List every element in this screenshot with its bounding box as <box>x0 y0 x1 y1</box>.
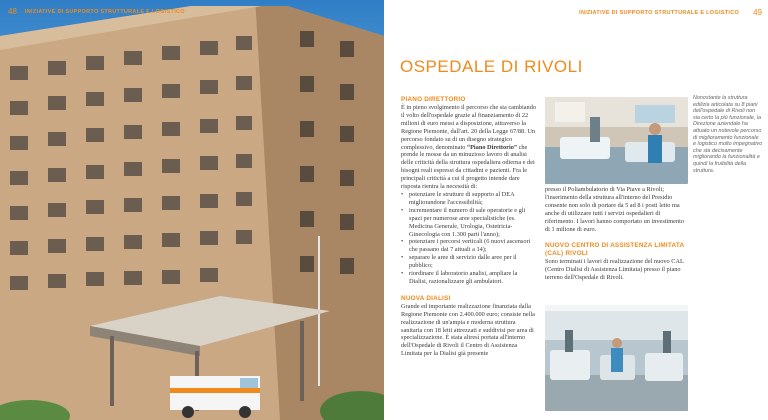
dialysis-ward-photo <box>545 305 688 411</box>
list-item: • potenziare le strutture di supporto al DEA migliorandone l'accessibilità; <box>401 191 537 207</box>
sidebar-note: Nonostante la struttura edilizia articolata su 8 piani dell'ospedale di Rivoli non sia certo la più funzionale, la Direzione aziendale ha attuato un notevole percorso di miglioramento funzionale e logistico molto impegnativo che sta decisamente migliorando la funzionalità e quindi la fruibilità della struttura. <box>693 95 763 174</box>
right-page-header <box>579 8 762 17</box>
list-item: • incrementare il numero di sale operatorie e gli spazi per numerose aree specialistiche (es. Medicina Generale, Urologia, Ostetricia-Ginecologia con 1.300 parti l'anno); <box>401 207 537 239</box>
section-paragraph-piano-direttorio <box>401 104 537 191</box>
list-item: • riordinare il laboratorio analisi, ampliare la Dialisi, razionalizzare gli ambulatori. <box>401 270 537 286</box>
section-paragraph-nuova-dialisi: Grande ed importante realizzazione finanziata dalla Regione Piemonte con 2.400.000 euro; consiste nella realizzazione di un'ampia e moderna struttura sanitaria con 18 letti attrezzati e suddivisi per area di specializzazione. È stata altresì portata all'interno dell'Ospedale di Rivoli il Centro di Assistenza Limitata per la Dialisi già presente <box>401 302 535 358</box>
section-heading-piano-direttorio: PIANO DIRETTORIO <box>401 96 466 103</box>
page-title: OSPEDALE DI RIVOLI <box>400 57 583 76</box>
page-number: 49 <box>753 8 762 17</box>
paragraph-bold-text: “Piano Direttorio” <box>466 143 518 151</box>
list-item: • separare le aree di servizio dalle aree per il pubblico; <box>401 254 537 270</box>
paragraph-text: È in pieno svolgimento il percorso che sta cambiando il volto dell'ospedale grazie al finanziamento di 22 milioni di euro messi a disposizione, attraverso la Regione Piemonte, dall'art. 20 della Legge 67/88. Un percorso fondato su di un disegno strategico complessivo, denominato <box>401 104 536 151</box>
left-page-header <box>8 7 185 16</box>
running-head: INIZIATIVE DI SUPPORTO STRUTTURALE E LOGISTICO <box>579 9 740 16</box>
text-column-1 <box>401 96 537 358</box>
paragraph-text-end: che prende le mosse da un minuzioso lavoro di analisi delle criticità della struttura ospedaliera odierna e dei bisogni reali espressi da cittadini e pazienti. Fra le principali criticità a cui il progetto intende dare risposta rientra la necessità di: <box>401 143 535 191</box>
text-column-2 <box>545 186 690 282</box>
continuation-paragraph: presso il Poliambulatorio di Via Piave a Rivoli; l'inserimento della struttura all'interno del Presidio consente non solo di portare da 5 ad 8 i posti letto ma anche di utilizzare tutti i servizi ospedalieri di riferimento. I lavori hanno comportato un investimento di 1 milione di euro. <box>545 186 685 233</box>
running-head: INIZIATIVE DI SUPPORTO STRUTTURALE E LOGISTICO <box>24 8 185 15</box>
page-number: 48 <box>8 7 17 16</box>
section-paragraph-cal: Sono terminati i lavori di realizzazione del nuovo CAL (Centro Dialisi di Assistenza Limitata) presso il piano terreno dell'Ospedale di Rivoli. <box>545 258 684 282</box>
list-item: • potenziare i percorsi verticali (6 nuovi ascensori che passano dai 7 attuali a 14); <box>401 238 537 254</box>
section-heading-nuova-dialisi: NUOVA DIALISI <box>401 294 451 302</box>
criticality-list <box>401 191 537 286</box>
right-page <box>384 0 768 420</box>
dialysis-room-photo <box>545 97 688 184</box>
hospital-building-photo <box>0 6 384 420</box>
section-heading-cal: NUOVO CENTRO DI ASSISTENZA LIMITATA (CAL) RIVOLI <box>545 242 685 258</box>
